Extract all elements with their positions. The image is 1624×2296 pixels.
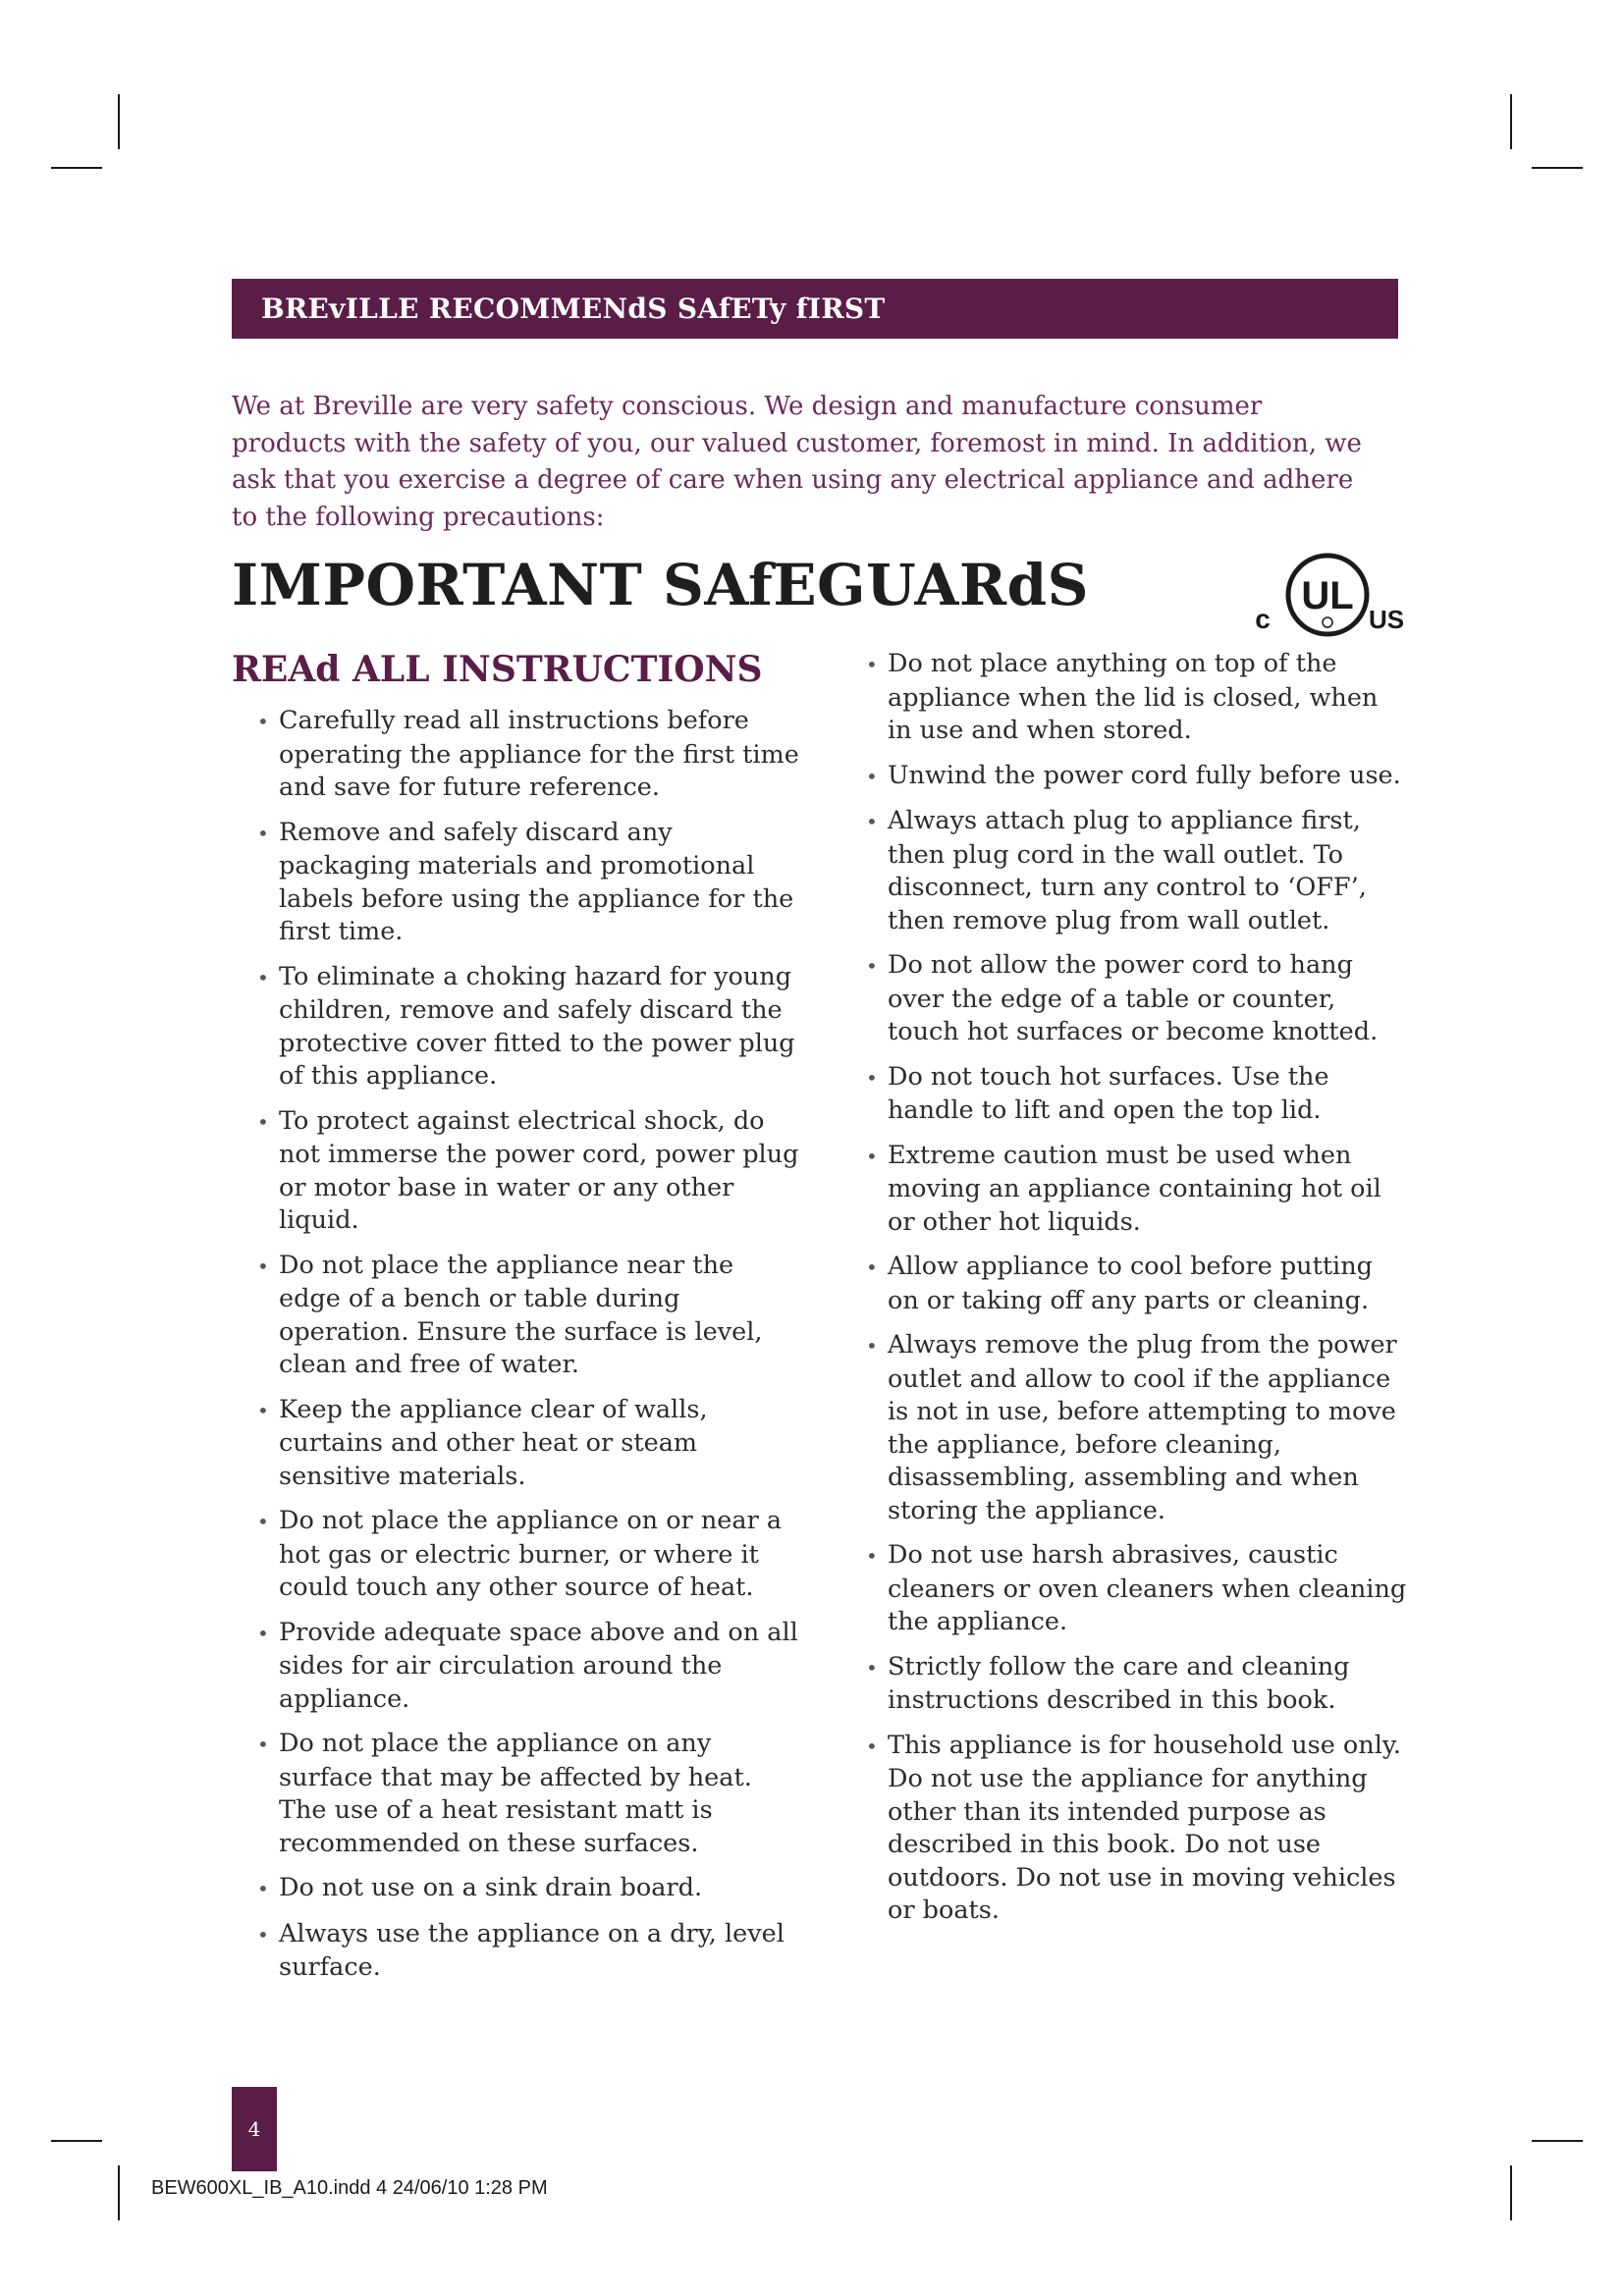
crop-mark (118, 94, 120, 149)
list-item (840, 648, 1410, 748)
bullet-icon: • (866, 1655, 878, 1680)
list-item-text: Do not use harsh abrasives, caustic cleaners or oven cleaners when cleaning the appliance. (888, 1540, 1407, 1636)
list-item (232, 1250, 801, 1382)
list-item-text: Unwind the power cord fully before use. (888, 760, 1401, 790)
bullet-icon: • (866, 1255, 878, 1279)
bullet-icon: • (257, 710, 269, 733)
list-item-text: Do not place the appliance near the edge of a bench or table during operation. Ensure the surface is level, clean and free of water. (279, 1250, 763, 1379)
list-item-text: Do not touch hot surfaces. Use the handle to lift and open the top lid. (888, 1061, 1329, 1125)
list-item (232, 961, 801, 1094)
list-item (232, 1394, 801, 1494)
list-item (232, 1617, 801, 1717)
list-item (840, 1140, 1410, 1240)
list-item-text: Always attach plug to appliance first, then plug cord in the wall outlet. To disconnect, turn any control to ‘OFF’, then remove plug from wall outlet. (888, 806, 1367, 935)
list-item-text: Keep the appliance clear of walls, curtains and other heat or steam sensitive materials. (279, 1394, 708, 1491)
list-item (840, 1251, 1410, 1317)
list-item (232, 1505, 801, 1605)
bullet-icon: • (866, 764, 878, 788)
bullet-icon: • (257, 1621, 269, 1645)
list-item (840, 760, 1410, 794)
list-item (840, 805, 1410, 937)
bullet-icon: • (257, 1877, 269, 1900)
page-number: 4 (247, 2117, 261, 2141)
page-number-tab (232, 2087, 277, 2171)
bullet-icon: • (866, 810, 878, 833)
list-item (840, 1539, 1410, 1639)
list-item (232, 1728, 801, 1860)
ul-center-text: UL (1301, 574, 1354, 617)
crop-mark (118, 2165, 120, 2220)
section-subheading: REAd ALL INSTRUCTIONS (232, 649, 763, 690)
bullet-icon: • (257, 1109, 269, 1134)
list-item-text: Do not place the appliance on or near a hot gas or electric burner, or where it could touch any other source of heat. (279, 1506, 783, 1602)
right-column (840, 648, 1410, 1940)
bullet-icon: • (257, 1733, 269, 1756)
list-item (840, 1730, 1410, 1928)
bullet-icon: • (866, 1734, 878, 1758)
left-column (232, 648, 801, 1997)
list-item-text: Remove and safely discard any packaging materials and promotional labels before using the appliance for the first time. (279, 817, 794, 946)
safeguards-list-right (840, 648, 1410, 1928)
list-item-text: To eliminate a choking hazard for young children, remove and safely discard the protective cover fitted to the power plug of this appliance. (279, 961, 795, 1091)
section-banner (232, 279, 1398, 339)
page-title: IMPORTANT SAfEGUARdS (232, 552, 1090, 618)
bullet-icon: • (257, 1510, 269, 1533)
list-item (232, 1918, 801, 1985)
safeguards-list-left (232, 705, 801, 1985)
list-item-text: Strictly follow the care and cleaning instructions described in this book. (888, 1651, 1350, 1715)
list-item (840, 1651, 1410, 1718)
intro-paragraph: We at Breville are very safety conscious. We design and manufacture consumer products with the safety of you, our valued customer, foremost in mind. In addition, we ask that you exercise a degree of care when using any electrical appliance and adhere to the following precautions: (232, 392, 1362, 532)
bullet-icon: • (257, 1254, 269, 1278)
print-slug: BEW600XL_IB_A10.indd 4 24/06/10 1:28 PM (151, 2177, 548, 2199)
list-item-text: Provide adequate space above and on all sides for air circulation around the appliance. (279, 1617, 798, 1714)
bullet-icon: • (257, 1398, 269, 1422)
list-item (232, 817, 801, 949)
list-item-text: Do not place the appliance on any surface that may be affected by heat. The use of a heat resistant matt is recommended on these surfaces. (279, 1729, 752, 1858)
crop-mark (1532, 167, 1583, 169)
list-item-text: Extreme caution must be used when moving an appliance containing hot oil or other hot liquids. (888, 1140, 1381, 1237)
list-item-text: To protect against electrical shock, do not immerse the power cord, power plug or motor base in water or any other liquid. (279, 1105, 799, 1235)
bullet-icon: • (866, 1144, 878, 1168)
list-item-text: This appliance is for household use only. Do not use the appliance for anything other than its intended purpose as described in this book. Do not use outdoors. Do not use in moving vehicles or boats. (888, 1730, 1401, 1925)
bullet-icon: • (257, 1922, 269, 1947)
crop-mark (1510, 2165, 1512, 2220)
crop-mark (51, 2140, 102, 2142)
list-item-text: Allow appliance to cool before putting on or taking off any parts or cleaning. (888, 1252, 1373, 1315)
ul-certification-logo (1249, 550, 1404, 644)
list-item (232, 705, 801, 805)
crop-mark (51, 167, 102, 169)
bullet-icon: • (257, 821, 269, 845)
list-item-text: Do not use on a sink drain board. (279, 1873, 703, 1902)
bullet-icon: • (866, 1334, 878, 1358)
list-item (840, 1061, 1410, 1128)
crop-mark (1532, 2140, 1583, 2142)
list-item-text: Always use the appliance on a dry, level surface. (279, 1918, 785, 1982)
ul-left-text: c (1255, 604, 1271, 634)
list-item-text: Carefully read all instructions before operating the appliance for the first time and save for future reference. (279, 706, 799, 802)
list-item (232, 1105, 801, 1238)
bullet-icon: • (257, 965, 269, 989)
bullet-icon: • (866, 653, 878, 676)
bullet-icon: • (866, 1065, 878, 1090)
list-item-text: Always remove the plug from the power outlet and allow to cool if the appliance is not in use, before attempting to move the appliance, before cleaning, disassembling, assembling and when storing the appliance. (888, 1330, 1397, 1525)
banner-title: BREvILLE RECOMMENdS SAfETy fIRST (261, 293, 886, 325)
bullet-icon: • (866, 954, 878, 978)
crop-mark (1510, 94, 1512, 149)
list-item (840, 949, 1410, 1049)
bullet-icon: • (866, 1544, 878, 1568)
list-item (840, 1329, 1410, 1527)
list-item (232, 1872, 801, 1906)
list-item-text: Do not allow the power cord to hang over the edge of a table or counter, touch hot surfaces or become knotted. (888, 950, 1379, 1046)
ul-right-text: US (1368, 605, 1404, 634)
list-item-text: Do not place anything on top of the appliance when the lid is closed, when in use and when stored. (888, 649, 1379, 745)
